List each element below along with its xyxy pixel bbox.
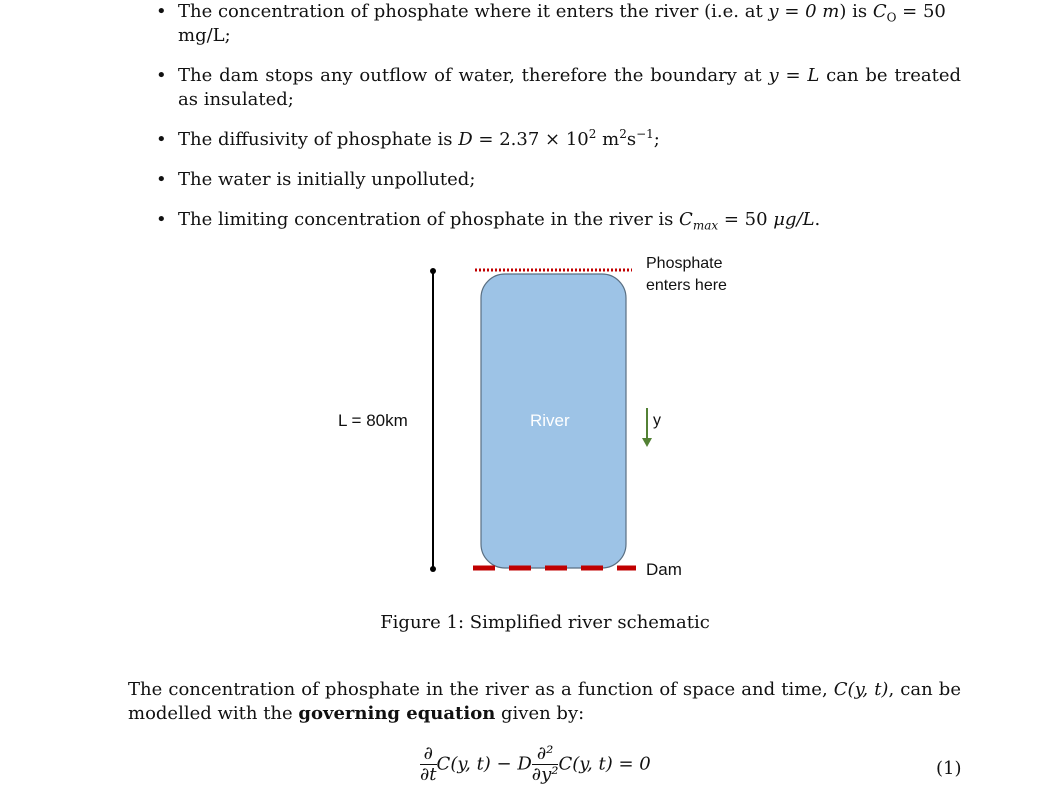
text: The diffusivity of phosphate is bbox=[178, 129, 459, 150]
length-line-top-dot bbox=[430, 268, 436, 274]
math-yL: y = L bbox=[768, 65, 820, 86]
math-y0: y = 0 m bbox=[768, 1, 840, 22]
text: The concentration of phosphate in the river as a function of space and time, bbox=[128, 679, 834, 700]
inflow-label-line2: enters here bbox=[646, 277, 727, 294]
subscript: O bbox=[886, 10, 897, 25]
superscript: −1 bbox=[636, 127, 654, 141]
inflow-label-line1: Phosphate bbox=[646, 255, 723, 272]
dam-label: Dam bbox=[646, 560, 682, 579]
equation-term: C(y, t) = 0 bbox=[558, 753, 651, 775]
fraction-numerator: ∂ bbox=[420, 744, 437, 765]
unit: s bbox=[626, 129, 637, 150]
text: = 50 mg/L; bbox=[178, 1, 946, 46]
fraction-numerator: ∂² bbox=[532, 744, 559, 765]
superscript: 2 bbox=[588, 127, 597, 141]
fraction-denominator: ∂t bbox=[420, 764, 437, 785]
math-cyt: C(y, t) bbox=[833, 679, 889, 700]
bullet-diffusivity bbox=[156, 128, 961, 152]
inflow-label bbox=[646, 253, 766, 297]
y-axis-label: y bbox=[653, 412, 661, 429]
river-schematic-figure bbox=[0, 240, 1060, 580]
text: The water is initially unpolluted; bbox=[178, 169, 476, 190]
y-direction-arrowhead bbox=[642, 438, 652, 447]
bullet-initial-condition bbox=[156, 168, 961, 192]
bullet-dam-boundary bbox=[156, 64, 961, 112]
body-paragraph bbox=[128, 678, 961, 726]
text: = 50 bbox=[718, 209, 774, 230]
text: The limiting concentration of phosphate in the river is bbox=[178, 209, 680, 230]
text: ) is bbox=[839, 1, 873, 22]
equation-term: C(y, t) − D bbox=[436, 753, 532, 775]
math-c: C bbox=[872, 1, 887, 22]
length-label: L = 80km bbox=[338, 411, 408, 430]
bullet-inflow-concentration bbox=[156, 0, 961, 48]
river-schematic-drawing bbox=[0, 240, 1060, 580]
math-unit: μg/L bbox=[773, 209, 815, 230]
text: The dam stops any outflow of water, therefore the boundary at bbox=[178, 65, 769, 86]
text: = 2.37 × 10 bbox=[472, 129, 589, 150]
length-line-bottom-dot bbox=[430, 566, 436, 572]
equation-number: (1) bbox=[936, 758, 962, 779]
text: ; bbox=[653, 129, 660, 150]
superscript: 2 bbox=[619, 127, 627, 141]
bullet-limiting-concentration bbox=[156, 208, 961, 232]
text: , can be modelled with the bbox=[128, 679, 961, 724]
river-label: River bbox=[530, 411, 570, 430]
text: . bbox=[814, 209, 821, 230]
fraction-denominator: ∂y² bbox=[531, 764, 559, 785]
text: given by: bbox=[495, 703, 585, 724]
second-space-derivative bbox=[532, 744, 559, 785]
subscript: max bbox=[692, 218, 719, 233]
assumption-list bbox=[156, 0, 961, 232]
math-d: D bbox=[458, 129, 473, 150]
figure-caption: Figure 1: Simplified river schematic bbox=[380, 612, 710, 633]
unit: m bbox=[596, 129, 620, 150]
equation-body bbox=[420, 744, 651, 785]
governing-equation bbox=[0, 744, 1060, 800]
math-c: C bbox=[679, 209, 693, 230]
text: can be treated as insulated; bbox=[178, 65, 962, 110]
time-derivative bbox=[420, 744, 437, 785]
text: The concentration of phosphate where it enters the river (i.e. at bbox=[178, 1, 769, 22]
bold-term: governing equation bbox=[298, 703, 496, 724]
